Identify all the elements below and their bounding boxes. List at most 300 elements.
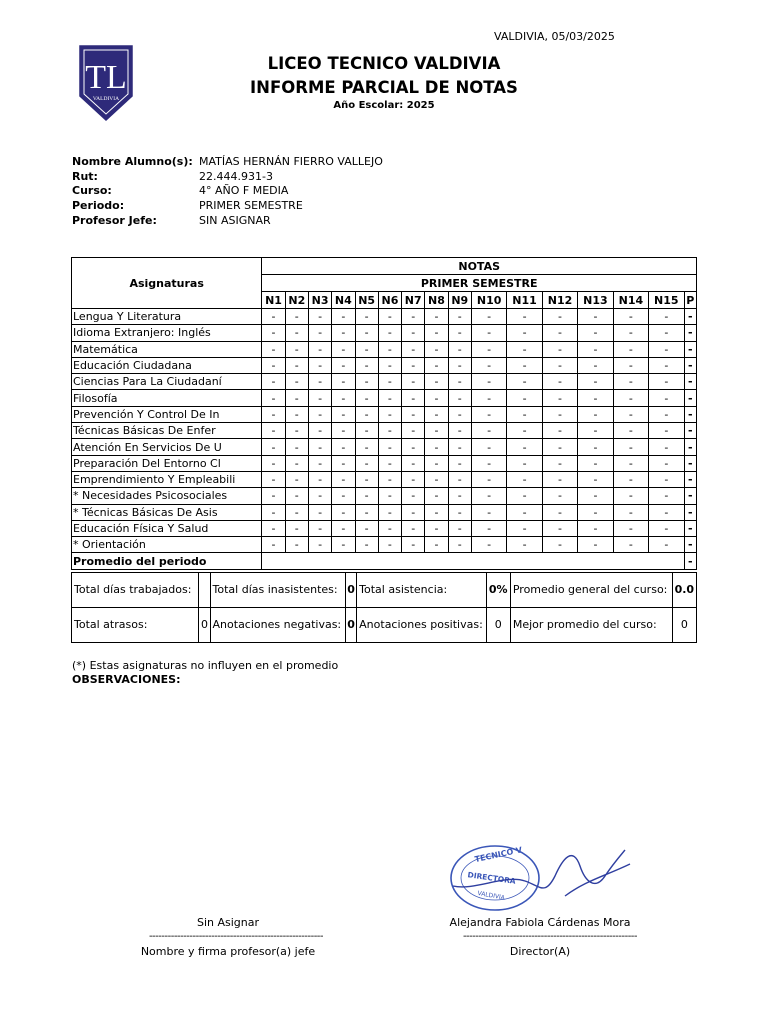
grade-cell: - — [308, 520, 331, 536]
grade-cell: - — [355, 488, 378, 504]
grade-cell: - — [507, 341, 542, 357]
table-row — [72, 325, 697, 341]
table-row — [72, 423, 697, 439]
grade-column-header: N5 — [355, 292, 378, 309]
grade-cell: - — [355, 390, 378, 406]
grade-cell: - — [448, 406, 471, 422]
grade-cell: - — [448, 341, 471, 357]
course-average-label: Promedio general del curso: — [510, 573, 672, 608]
grade-cell: - — [425, 488, 448, 504]
grade-cell: - — [355, 423, 378, 439]
grade-cell: - — [578, 357, 613, 373]
grade-cell: - — [649, 341, 684, 357]
grade-cell: - — [649, 390, 684, 406]
grade-cell: - — [649, 455, 684, 471]
table-row — [72, 309, 697, 325]
grade-cell: - — [613, 488, 648, 504]
subject-name: Técnicas Básicas De Enfer — [72, 423, 262, 439]
average-blank — [262, 553, 684, 569]
grade-column-header: N10 — [471, 292, 506, 309]
grade-cell: - — [262, 537, 285, 553]
grade-cell: - — [262, 504, 285, 520]
grade-cell: - — [613, 471, 648, 487]
grade-cell: - — [355, 325, 378, 341]
grade-cell: - — [649, 488, 684, 504]
subject-average: - — [684, 439, 696, 455]
student-info-value: 22.444.931-3 — [199, 169, 273, 183]
grade-cell: - — [471, 309, 506, 325]
teacher-role: Nombre y firma profesor(a) jefe — [140, 945, 316, 958]
absent-days-label: Total días inasistentes: — [210, 573, 346, 608]
grade-cell: - — [578, 537, 613, 553]
grade-column-header: N3 — [308, 292, 331, 309]
grade-cell: - — [378, 471, 401, 487]
grade-cell: - — [308, 537, 331, 553]
grade-cell: - — [402, 390, 425, 406]
student-info-row — [72, 170, 383, 185]
late-label: Total atrasos: — [72, 608, 199, 643]
svg-text:TL: TL — [85, 59, 127, 96]
worked-days-value — [199, 573, 210, 608]
grade-cell: - — [378, 357, 401, 373]
grade-cell: - — [448, 390, 471, 406]
grade-cell: - — [471, 406, 506, 422]
subject-name: * Orientación — [72, 537, 262, 553]
grade-cell: - — [285, 357, 308, 373]
grade-cell: - — [507, 520, 542, 536]
average-row — [72, 553, 697, 569]
subject-name: Idioma Extranjero: Inglés — [72, 325, 262, 341]
grade-cell: - — [332, 406, 355, 422]
grade-cell: - — [332, 520, 355, 536]
student-info-value: PRIMER SEMESTRE — [199, 199, 303, 213]
positive-notes-label: Anotaciones positivas: — [357, 608, 486, 643]
grade-cell: - — [613, 341, 648, 357]
logo-text: VALDIVIA — [92, 96, 120, 102]
grade-cell: - — [649, 520, 684, 536]
grade-cell: - — [402, 341, 425, 357]
subject-name: * Técnicas Básicas De Asis — [72, 504, 262, 520]
notas-header: NOTAS — [262, 258, 697, 275]
grade-cell: - — [285, 471, 308, 487]
subject-average: - — [684, 309, 696, 325]
student-info-value: SIN ASIGNAR — [199, 213, 271, 227]
grade-cell: - — [332, 309, 355, 325]
teacher-name: Sin Asignar — [196, 916, 260, 929]
grade-cell: - — [425, 341, 448, 357]
grade-cell: - — [542, 439, 577, 455]
grade-cell: - — [308, 374, 331, 390]
grade-cell: - — [355, 406, 378, 422]
grade-cell: - — [378, 374, 401, 390]
grade-cell: - — [649, 471, 684, 487]
grade-cell: - — [262, 423, 285, 439]
grade-column-header: N2 — [285, 292, 308, 309]
table-row — [72, 488, 697, 504]
grade-cell: - — [507, 488, 542, 504]
grade-cell: - — [355, 341, 378, 357]
student-info-label: Periodo: — [72, 199, 125, 213]
stamp-text-bottom: VALDIVIA — [476, 889, 506, 902]
grade-cell: - — [285, 406, 308, 422]
grade-cell: - — [308, 439, 331, 455]
grade-cell: - — [613, 455, 648, 471]
grade-cell: - — [332, 504, 355, 520]
grade-cell: - — [402, 537, 425, 553]
grade-cell: - — [578, 439, 613, 455]
grade-cell: - — [308, 309, 331, 325]
subject-average: - — [684, 390, 696, 406]
grade-cell: - — [425, 439, 448, 455]
grade-cell: - — [308, 471, 331, 487]
grade-cell: - — [262, 374, 285, 390]
grade-cell: - — [425, 406, 448, 422]
negative-notes-label: Anotaciones negativas: — [210, 608, 346, 643]
grade-cell: - — [471, 471, 506, 487]
table-row — [72, 504, 697, 520]
grade-cell: - — [378, 488, 401, 504]
subject-average: - — [684, 537, 696, 553]
grade-cell: - — [542, 488, 577, 504]
average-value: - — [684, 553, 696, 569]
grade-cell: - — [448, 537, 471, 553]
grade-column-header: N6 — [378, 292, 401, 309]
subject-name: Prevención Y Control De In — [72, 406, 262, 422]
grade-cell: - — [507, 471, 542, 487]
grade-cell: - — [578, 504, 613, 520]
grade-cell: - — [448, 439, 471, 455]
grade-cell: - — [262, 341, 285, 357]
subject-average: - — [684, 406, 696, 422]
grade-cell: - — [332, 325, 355, 341]
grade-cell: - — [507, 455, 542, 471]
grade-cell: - — [578, 520, 613, 536]
grade-cell: - — [332, 471, 355, 487]
grade-cell: - — [262, 455, 285, 471]
attendance-label: Total asistencia: — [357, 573, 486, 608]
student-info-row — [72, 184, 383, 199]
grade-column-header: N15 — [649, 292, 684, 309]
grade-cell: - — [425, 325, 448, 341]
grade-column-header: N14 — [613, 292, 648, 309]
semester-header: PRIMER SEMESTRE — [262, 275, 697, 292]
grade-cell: - — [285, 390, 308, 406]
table-row — [72, 374, 697, 390]
student-info-row — [72, 199, 383, 214]
grade-cell: - — [507, 423, 542, 439]
grade-cell: - — [471, 423, 506, 439]
grade-cell: - — [649, 325, 684, 341]
grade-cell: - — [355, 309, 378, 325]
grade-cell: - — [355, 504, 378, 520]
grade-cell: - — [613, 357, 648, 373]
grade-cell: - — [613, 309, 648, 325]
grade-cell: - — [471, 455, 506, 471]
grade-cell: - — [285, 520, 308, 536]
director-stamp-signature — [445, 836, 635, 916]
grade-cell: - — [578, 309, 613, 325]
report-date: VALDIVIA, 05/03/2025 — [494, 30, 615, 43]
grade-cell: - — [308, 455, 331, 471]
grade-cell: - — [402, 520, 425, 536]
grade-cell: - — [578, 488, 613, 504]
subject-name: * Necesidades Psicosociales — [72, 488, 262, 504]
grade-column-header: N9 — [448, 292, 471, 309]
student-info-value: 4° AÑO F MEDIA — [199, 184, 289, 198]
grade-cell: - — [425, 471, 448, 487]
grade-cell: - — [285, 537, 308, 553]
grade-cell: - — [378, 309, 401, 325]
grade-column-header: P — [684, 292, 696, 309]
grade-cell: - — [542, 390, 577, 406]
student-info-value: MATÍAS HERNÁN FIERRO VALLEJO — [199, 155, 383, 169]
grade-cell: - — [308, 341, 331, 357]
grade-cell: - — [542, 471, 577, 487]
grade-cell: - — [262, 406, 285, 422]
subject-name: Ciencias Para La Ciudadaní — [72, 374, 262, 390]
grade-cell: - — [285, 439, 308, 455]
grade-cell: - — [262, 488, 285, 504]
subject-name: Educación Ciudadana — [72, 357, 262, 373]
grade-cell: - — [471, 488, 506, 504]
grade-cell: - — [448, 309, 471, 325]
grades-table — [71, 257, 697, 570]
subject-average: - — [684, 520, 696, 536]
grade-cell: - — [471, 504, 506, 520]
grade-cell: - — [613, 537, 648, 553]
grade-cell: - — [285, 488, 308, 504]
grade-cell: - — [308, 406, 331, 422]
footnote: (*) Estas asignaturas no influyen en el promedio — [72, 659, 339, 672]
positive-notes-value: 0 — [486, 608, 510, 643]
negative-notes-value: 0 — [346, 608, 357, 643]
grade-cell: - — [378, 439, 401, 455]
table-row — [72, 537, 697, 553]
subject-name: Atención En Servicios De U — [72, 439, 262, 455]
best-average-value: 0 — [672, 608, 696, 643]
grade-cell: - — [402, 406, 425, 422]
grade-cell: - — [471, 374, 506, 390]
grade-cell: - — [285, 325, 308, 341]
grade-cell: - — [378, 406, 401, 422]
grade-cell: - — [613, 439, 648, 455]
subject-name: Filosofía — [72, 390, 262, 406]
grade-cell: - — [542, 406, 577, 422]
grade-cell: - — [262, 309, 285, 325]
subject-average: - — [684, 488, 696, 504]
grade-cell: - — [613, 520, 648, 536]
subjects-header: Asignaturas — [72, 258, 262, 309]
grade-cell: - — [355, 471, 378, 487]
grade-cell: - — [402, 423, 425, 439]
grade-cell: - — [542, 504, 577, 520]
student-info-label: Rut: — [72, 169, 98, 183]
grade-cell: - — [402, 488, 425, 504]
observations-label: OBSERVACIONES: — [72, 673, 181, 686]
subject-name: Preparación Del Entorno Cl — [72, 455, 262, 471]
absent-days-value: 0 — [346, 573, 357, 608]
grade-cell: - — [507, 390, 542, 406]
grade-cell: - — [613, 374, 648, 390]
grade-cell: - — [613, 504, 648, 520]
attendance-value: 0% — [486, 573, 510, 608]
grade-column-header: N13 — [578, 292, 613, 309]
subject-average: - — [684, 455, 696, 471]
grade-cell: - — [448, 504, 471, 520]
table-row — [72, 406, 697, 422]
grade-cell: - — [507, 374, 542, 390]
grade-cell: - — [578, 455, 613, 471]
student-info-label: Profesor Jefe: — [72, 213, 157, 227]
grade-cell: - — [542, 357, 577, 373]
grade-cell: - — [355, 520, 378, 536]
grade-cell: - — [355, 374, 378, 390]
subject-average: - — [684, 471, 696, 487]
grade-cell: - — [507, 537, 542, 553]
grade-cell: - — [285, 341, 308, 357]
grade-cell: - — [378, 537, 401, 553]
grade-cell: - — [285, 374, 308, 390]
grade-cell: - — [613, 325, 648, 341]
subject-average: - — [684, 423, 696, 439]
grade-cell: - — [425, 374, 448, 390]
grade-cell: - — [471, 341, 506, 357]
grade-cell: - — [285, 455, 308, 471]
grade-column-header: N11 — [507, 292, 542, 309]
grade-cell: - — [308, 504, 331, 520]
grade-cell: - — [378, 520, 401, 536]
grade-cell: - — [542, 537, 577, 553]
grade-column-header: N4 — [332, 292, 355, 309]
director-name: Alejandra Fabiola Cárdenas Mora — [449, 916, 631, 929]
grade-cell: - — [332, 488, 355, 504]
director-signature-line: -------------------------------------------------------- — [462, 931, 638, 942]
grade-cell: - — [542, 309, 577, 325]
grade-cell: - — [507, 309, 542, 325]
subject-average: - — [684, 374, 696, 390]
grade-cell: - — [448, 488, 471, 504]
grade-cell: - — [448, 374, 471, 390]
grade-cell: - — [542, 325, 577, 341]
director-role: Director(A) — [509, 945, 571, 958]
subject-name: Educación Física Y Salud — [72, 520, 262, 536]
worked-days-label: Total días trabajados: — [72, 573, 199, 608]
subject-name: Matemática — [72, 341, 262, 357]
subject-average: - — [684, 504, 696, 520]
grade-cell: - — [332, 455, 355, 471]
grade-cell: - — [425, 357, 448, 373]
grade-cell: - — [542, 374, 577, 390]
grade-cell: - — [578, 374, 613, 390]
grade-cell: - — [649, 504, 684, 520]
grade-cell: - — [649, 309, 684, 325]
grade-cell: - — [402, 455, 425, 471]
grade-cell: - — [308, 390, 331, 406]
grade-cell: - — [378, 423, 401, 439]
grade-cell: - — [425, 423, 448, 439]
grade-cell: - — [332, 537, 355, 553]
grade-cell: - — [542, 341, 577, 357]
grade-cell: - — [448, 325, 471, 341]
stamp-text-top: TECNICO V — [473, 845, 523, 865]
grade-cell: - — [507, 325, 542, 341]
grade-cell: - — [425, 455, 448, 471]
grade-cell: - — [578, 406, 613, 422]
grade-cell: - — [425, 504, 448, 520]
grade-column-header: N1 — [262, 292, 285, 309]
grade-cell: - — [471, 537, 506, 553]
grade-cell: - — [649, 374, 684, 390]
teacher-signature-line: -------------------------------------------------------- — [148, 931, 324, 942]
grade-cell: - — [378, 455, 401, 471]
student-info-label: Curso: — [72, 184, 112, 198]
grade-cell: - — [578, 341, 613, 357]
grade-cell: - — [262, 390, 285, 406]
grade-cell: - — [262, 471, 285, 487]
grade-cell: - — [378, 341, 401, 357]
grade-cell: - — [332, 357, 355, 373]
grade-cell: - — [402, 325, 425, 341]
grade-cell: - — [649, 357, 684, 373]
grade-cell: - — [507, 439, 542, 455]
student-info-label: Nombre Alumno(s): — [72, 155, 193, 169]
grade-cell: - — [542, 455, 577, 471]
grade-cell: - — [285, 309, 308, 325]
grade-cell: - — [613, 423, 648, 439]
grade-cell: - — [471, 520, 506, 536]
table-row — [72, 357, 697, 373]
subject-average: - — [684, 357, 696, 373]
grade-column-header: N12 — [542, 292, 577, 309]
grade-cell: - — [332, 374, 355, 390]
student-info — [72, 155, 383, 228]
grade-cell: - — [355, 455, 378, 471]
attendance-summary — [71, 572, 697, 643]
grade-cell: - — [402, 504, 425, 520]
grade-cell: - — [471, 439, 506, 455]
grade-cell: - — [578, 325, 613, 341]
grade-cell: - — [649, 439, 684, 455]
late-value: 0 — [199, 608, 210, 643]
grade-cell: - — [402, 357, 425, 373]
grade-cell: - — [262, 439, 285, 455]
grade-cell: - — [402, 471, 425, 487]
grade-cell: - — [425, 390, 448, 406]
grade-cell: - — [448, 423, 471, 439]
grade-cell: - — [448, 357, 471, 373]
grade-column-header: N8 — [425, 292, 448, 309]
table-row — [72, 455, 697, 471]
grade-cell: - — [402, 309, 425, 325]
grade-cell: - — [332, 341, 355, 357]
report-title: INFORME PARCIAL DE NOTAS — [250, 78, 518, 97]
grade-cell: - — [471, 325, 506, 341]
best-average-label: Mejor promedio del curso: — [510, 608, 672, 643]
grade-cell: - — [448, 471, 471, 487]
grade-cell: - — [355, 537, 378, 553]
grade-cell: - — [332, 439, 355, 455]
table-row — [72, 471, 697, 487]
student-info-row — [72, 213, 383, 228]
grade-cell: - — [355, 439, 378, 455]
grade-cell: - — [262, 520, 285, 536]
grade-cell: - — [378, 390, 401, 406]
grade-cell: - — [332, 423, 355, 439]
grade-cell: - — [507, 504, 542, 520]
grade-cell: - — [613, 390, 648, 406]
grade-column-header: N7 — [402, 292, 425, 309]
grade-cell: - — [649, 537, 684, 553]
